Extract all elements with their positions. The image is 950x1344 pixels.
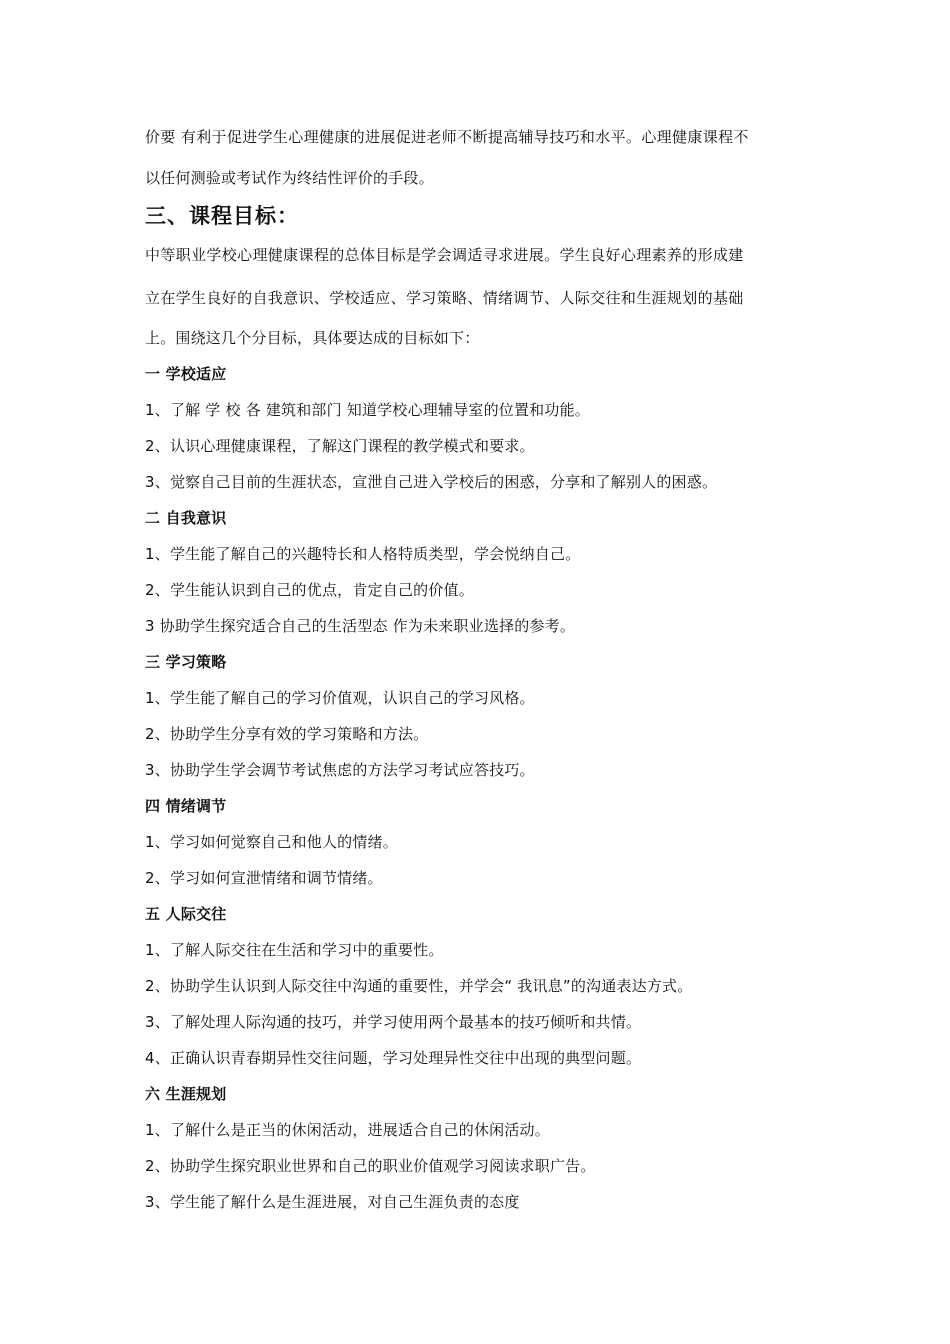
list-item: 1、学习如何觉察自己和他人的情绪。 bbox=[145, 833, 398, 851]
list-item: 3、协助学生学会调节考试焦虑的方法学习考试应答技巧。 bbox=[145, 761, 535, 779]
paragraph-line-1: 中等职业学校心理健康课程的总体目标是学会调适寻求进展。学生良好心理素养的形成建 bbox=[145, 246, 744, 264]
list-item: 4、正确认识青春期异性交往问题，学习处理异性交往中出现的典型问题。 bbox=[145, 1049, 642, 1067]
list-item: 1、了解人际交往在生活和学习中的重要性。 bbox=[145, 941, 444, 959]
list-item: 3 协助学生探究适合自己的生活型态 作为未来职业选择的参考。 bbox=[145, 617, 576, 635]
list-item: 2、协助学生认识到人际交往中沟通的重要性，并学会“ 我讯息”的沟通表达方式。 bbox=[145, 977, 693, 995]
list-item: 2、协助学生探究职业世界和自己的职业价值观学习阅读求职广告。 bbox=[145, 1157, 596, 1175]
group-heading-school-adaptation: 一 学校适应 bbox=[145, 365, 227, 383]
group-heading-self-awareness: 二 自我意识 bbox=[145, 509, 227, 527]
list-item: 1、了解什么是正当的休闲活动，进展适合自己的休闲活动。 bbox=[145, 1121, 550, 1139]
list-item: 2、学生能认识到自己的优点，肯定自己的价值。 bbox=[145, 581, 474, 599]
paragraph-line-3: 上。围绕这几个分目标，具体要达成的目标如下： bbox=[145, 329, 480, 347]
group-heading-interpersonal: 五 人际交往 bbox=[145, 905, 227, 923]
list-item: 3、了解处理人际沟通的技巧，并学习使用两个最基本的技巧倾听和共情。 bbox=[145, 1013, 642, 1031]
section-title: 三、课程目标： bbox=[145, 204, 299, 228]
list-item: 2、协助学生分享有效的学习策略和方法。 bbox=[145, 725, 429, 743]
list-item: 1、了解 学 校 各 建筑和部门 知道学校心理辅导室的位置和功能。 bbox=[145, 401, 590, 419]
list-item: 2、学习如何宣泄情绪和调节情绪。 bbox=[145, 869, 383, 887]
group-heading-learning-strategy: 三 学习策略 bbox=[145, 653, 227, 671]
intro-line-1: 价要 有利于促进学生心理健康的进展促进老师不断提高辅导技巧和水平。心理健康课程不 bbox=[145, 128, 749, 146]
list-item: 3、学生能了解什么是生涯进展，对自己生涯负责的态度 bbox=[145, 1193, 520, 1211]
list-item: 2、认识心理健康课程，了解这门课程的教学模式和要求。 bbox=[145, 437, 535, 455]
list-item: 1、学生能了解自己的兴趣特长和人格特质类型，学会悦纳自己。 bbox=[145, 545, 581, 563]
paragraph-line-2: 立在学生良好的自我意识、学校适应、学习策略、情绪调节、人际交往和生涯规划的基础 bbox=[145, 289, 744, 307]
intro-line-2: 以任何测验或考试作为终结性评价的手段。 bbox=[145, 169, 434, 187]
group-heading-career-planning: 六 生涯规划 bbox=[145, 1085, 227, 1103]
group-heading-emotion-regulation: 四 情绪调节 bbox=[145, 797, 227, 815]
list-item: 3、觉察自己目前的生涯状态，宣泄自己进入学校后的困惑，分享和了解别人的困惑。 bbox=[145, 473, 718, 491]
list-item: 1、学生能了解自己的学习价值观，认识自己的学习风格。 bbox=[145, 689, 535, 707]
